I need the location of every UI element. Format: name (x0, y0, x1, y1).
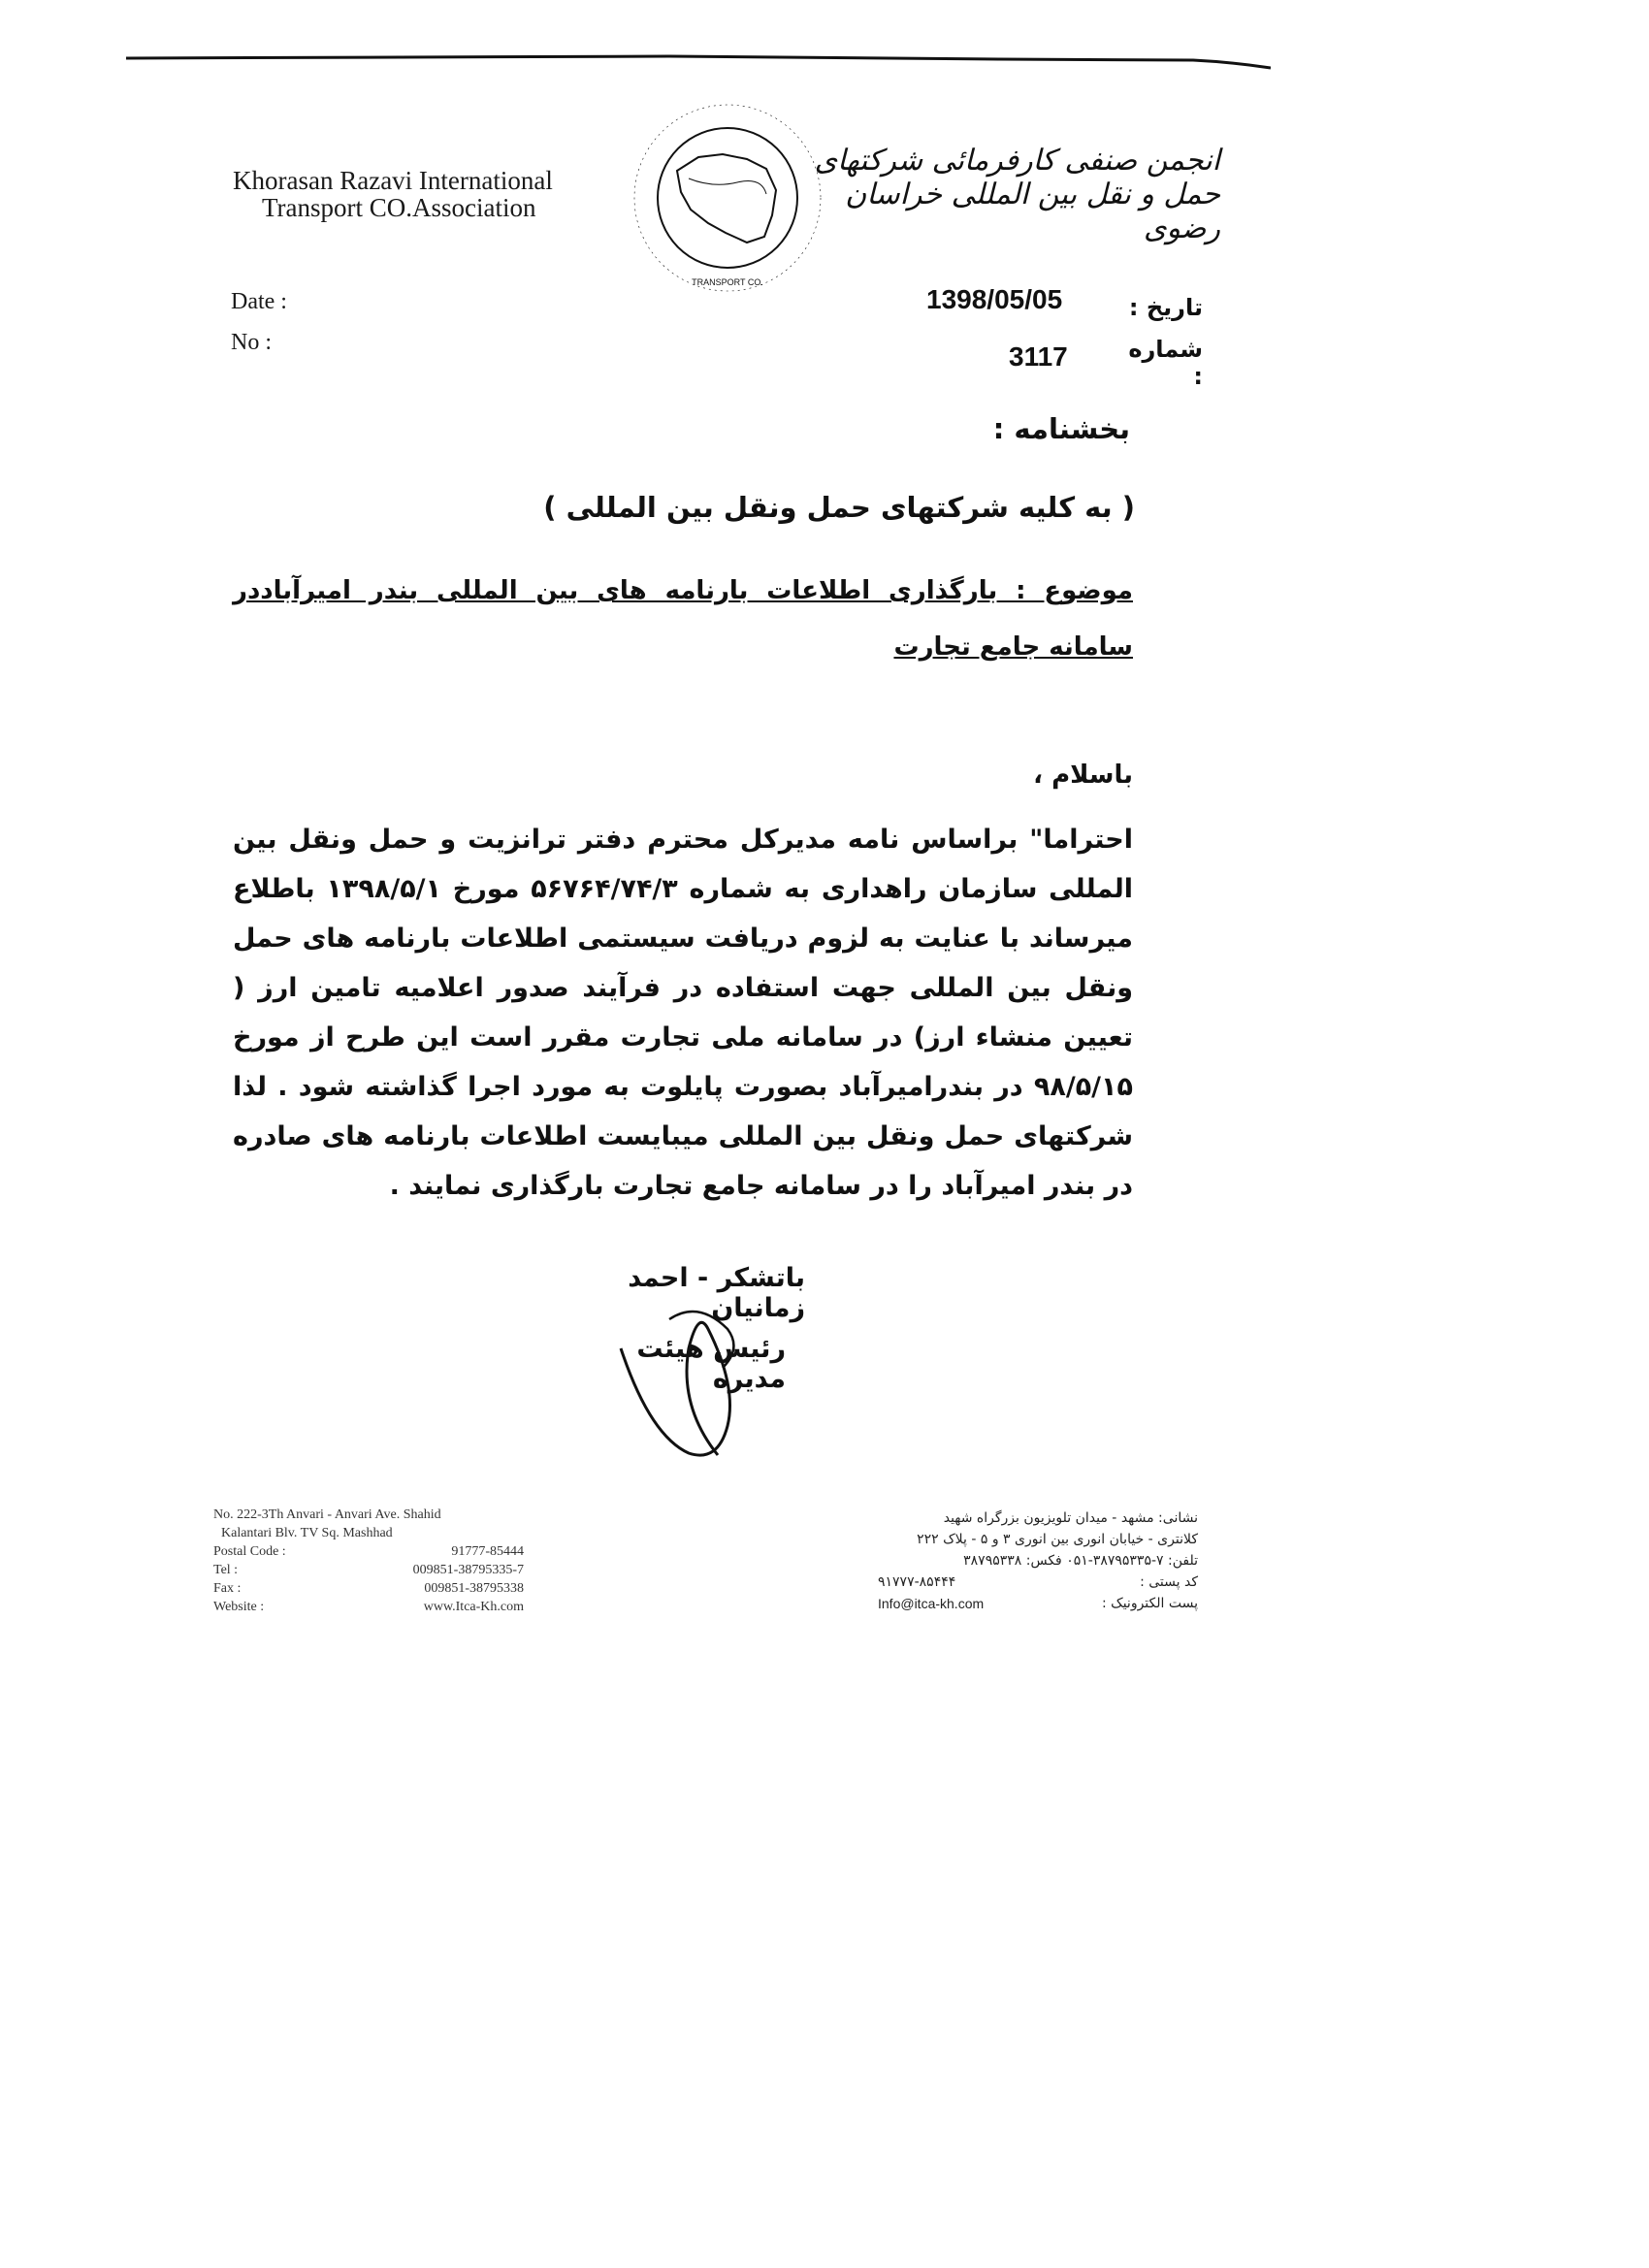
footer-fa-address-1: نشانی: مشهد - میدان تلویزیون بزرگراه شهید (943, 1510, 1198, 1526)
signatory-name: باتشکر - احمد زمانیان (628, 1263, 805, 1323)
footer-contact-fa (878, 1507, 1198, 1614)
footer-en-web-row (213, 1598, 524, 1616)
footer-fa-postal-value: ۹۱۷۷۷-۸۵۴۴۴ (878, 1574, 956, 1590)
svg-text:TRANSPORT CO.: TRANSPORT CO. (692, 277, 763, 287)
org-name-en (233, 167, 553, 221)
recipients-line: ( به کلیه شرکتهای حمل ونقل بین المللی ) (543, 491, 1135, 524)
number-label-fa: شماره : (1128, 336, 1203, 390)
subject-line: موضوع : بارگذاری اطلاعات بارنامه های بین المللی بندر امیرآباددر سامانه جامع تجارت (233, 576, 1133, 662)
org-name-fa: انجمن صنفی کارفرمائی شرکتهای حمل و نقل بین المللی خراسان رضوی (814, 144, 1220, 245)
circular-heading: بخشنامه : (992, 412, 1130, 445)
footer-fa-email-value: Info@itca-kh.com (878, 1596, 985, 1611)
footer-en-address-1: No. 222-3Th Anvari - Anvari Ave. Shahid (213, 1507, 441, 1522)
footer-en-postal-row (213, 1542, 524, 1561)
org-name-en-line1: Khorasan Razavi International (233, 166, 553, 195)
footer-en-web-label: Website : (213, 1600, 265, 1614)
footer-en-fax-value: 009851-38795338 (424, 1581, 524, 1596)
footer-en-postal-value: 91777-85444 (451, 1544, 524, 1559)
letter-body: احتراما" براساس نامه مدیرکل محترم دفتر ترانزیت و حمل ونقل بین المللی سازمان راهداری به شماره ۵۶۷۶۴/۷۴/۳ مورخ ۱۳۹۸/۵/۱ باطلاع میرساند با عنایت به لزوم دریافت سیستمی اطلاعات بارنامه های حمل ونقل بین المللی جهت استفاده در فرآیند صدور اعلامیه تامین ارز ( تعیین منشاء ارز) در سامانه ملی تجارت مقرر است این طرح از مورخ ۹۸/۵/۱۵ در بندرامیرآباد بصورت پایلوت به مورد اجرا گذاشته شود . لذا شرکتهای حمل ونقل بین المللی میبایست اطلاعات بارنامه های صادره در بندر امیرآباد را در سامانه جامع تجارت بارگذاری نمایند . (233, 825, 1133, 1201)
footer-en-postal-label: Postal Code : (213, 1544, 286, 1559)
date-label-en: Date : (231, 289, 287, 314)
footer-en-tel-row (213, 1561, 524, 1579)
footer-en-web-value: www.Itca-Kh.com (423, 1600, 524, 1614)
footer-fa-address-2: کلانتری - خیابان انوری بین انوری ۳ و ۵ - پلاک ۲۲۲ (917, 1532, 1198, 1547)
letter-date-value: 1398/05/05 (926, 284, 1063, 314)
greeting: باسلام ، (1033, 761, 1133, 790)
letter-number-value: 3117 (1009, 341, 1068, 372)
signatory-title: رئیس هیئت مدیره (636, 1334, 786, 1394)
footer-contact-en (213, 1506, 524, 1616)
footer-en-fax-label: Fax : (213, 1581, 242, 1596)
footer-fa-postal-label: کد پستی : (1140, 1574, 1198, 1590)
association-seal-logo (630, 101, 824, 295)
date-label-fa: تاریخ : (1128, 294, 1203, 321)
footer-fa-email-row (878, 1593, 1198, 1614)
footer-en-fax-row (213, 1579, 524, 1598)
footer-fa-email-label: پست الکترونیک : (1102, 1596, 1198, 1611)
footer-en-tel-value: 009851-38795335-7 (412, 1563, 524, 1577)
footer-fa-phone: تلفن: ۷-۳۸۷۹۵۳۳۵-۰۵۱ فکس: ۳۸۷۹۵۳۳۸ (963, 1553, 1198, 1569)
footer-en-tel-label: Tel : (213, 1563, 239, 1577)
footer-fa-postal-row (878, 1571, 1198, 1593)
footer-en-address-2: Kalantari Blv. TV Sq. Mashhad (221, 1526, 393, 1540)
top-rule-line (126, 50, 1271, 70)
number-label-en: No : (231, 330, 272, 355)
org-name-en-line2: Transport CO.Association (262, 193, 536, 222)
